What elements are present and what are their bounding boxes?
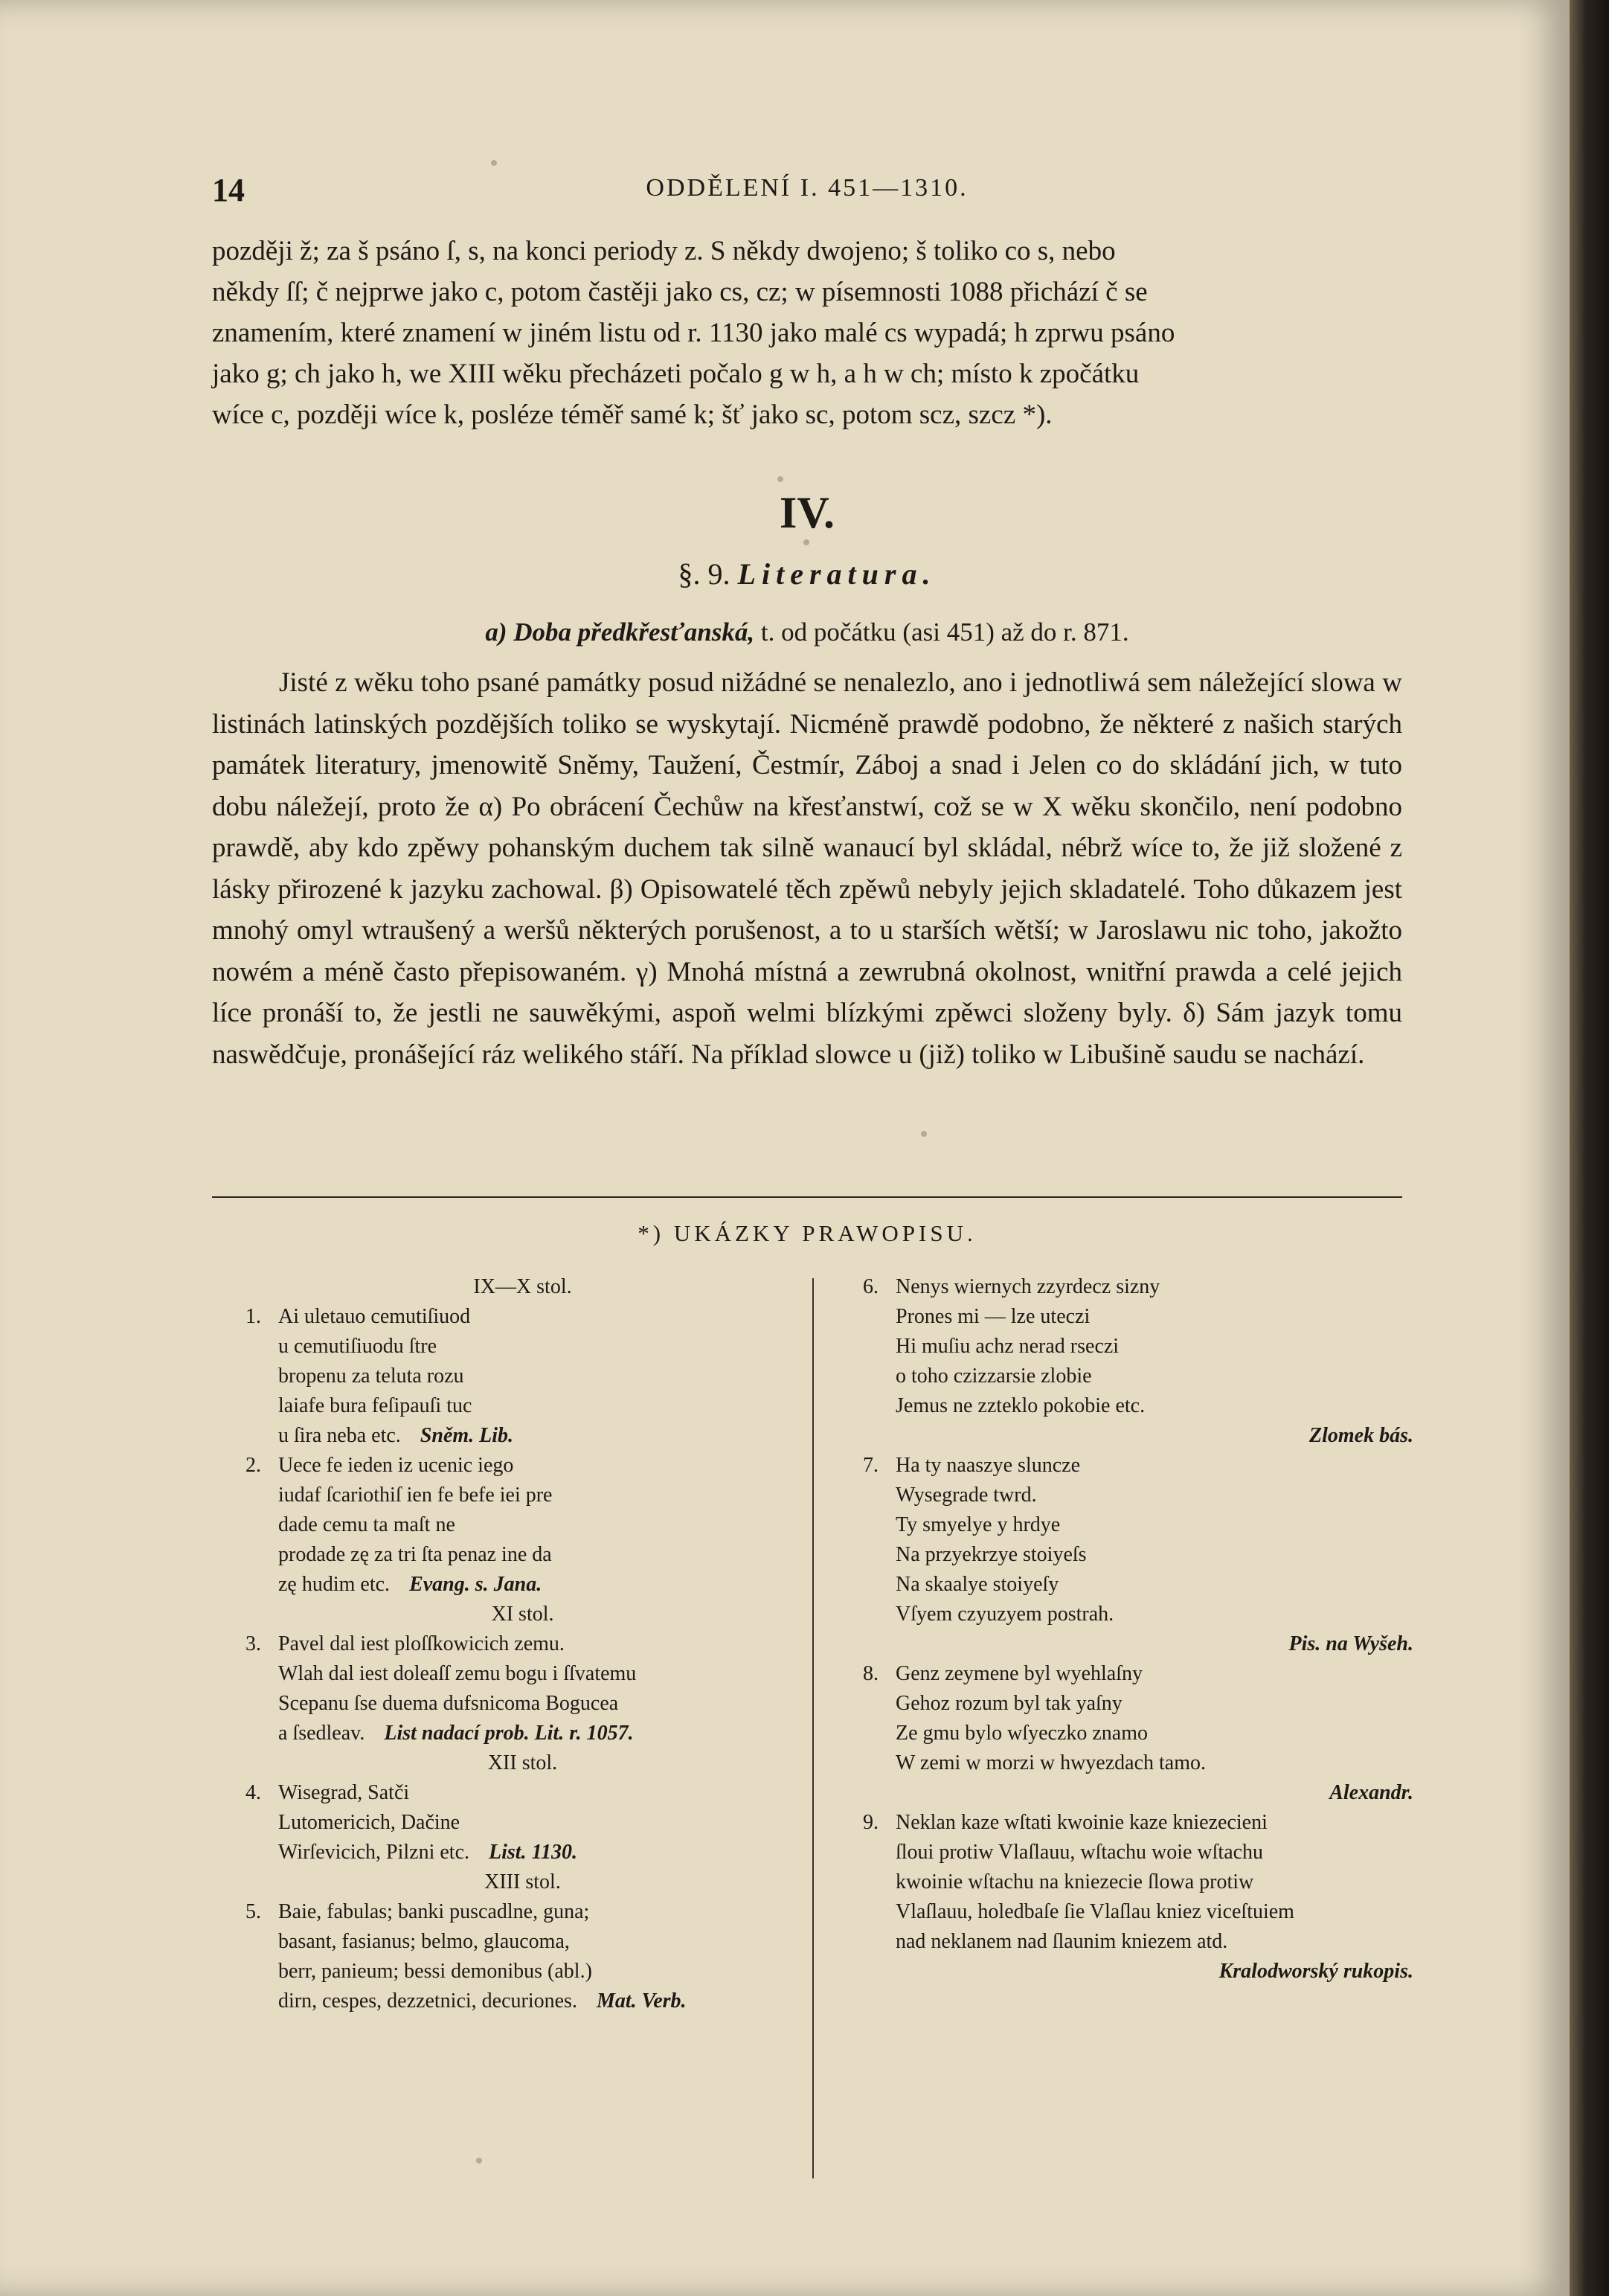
specimen-text: Ze gmu bylo wſyeczko znamo [896,1722,1149,1745]
specimen-line [278,1510,800,1540]
specimen-source: List. 1130. [489,1841,578,1864]
specimen-line [896,1302,1413,1332]
paper-speck [803,539,809,545]
specimen-line [896,1897,1413,1927]
specimen-line [896,1451,1413,1481]
specimen-text: Wisegrad, Satči [278,1781,410,1804]
intro-text [212,231,1402,435]
specimen-source: Sněm. Lib. [420,1424,514,1447]
specimen-text: Ai uletauo cemutiſiuod [278,1305,471,1328]
specimen-line [896,1510,1413,1540]
footnote-title: *) UKÁZKY PRAWOPISU. [638,1220,977,1246]
specimen-text: u cemutiſiuodu ſtre [278,1335,437,1358]
specimen-line [278,1540,800,1570]
specimen-text: Lutomericich, Dačine [278,1811,460,1834]
specimen-line [278,1719,800,1748]
specimen-text: Vſyem czyuzyem postrah. [896,1603,1114,1626]
footnote-rule [212,1196,1402,1198]
specimen-number: 1. [245,1305,261,1328]
specimen-text: Jemus ne zzteklo pokobie etc. [896,1394,1146,1417]
specimen-line [896,1540,1413,1570]
specimen-source: Alexandr. [1329,1781,1413,1804]
specimen-number: 2. [245,1454,261,1477]
paragraph-mark: §. 9. [678,557,730,591]
specimen-number: 9. [863,1811,879,1834]
specimen-line [278,1570,800,1600]
specimen-line [278,1451,800,1481]
specimen-text: Vlaſlauu, holedbaſe ſie Vlaſlau kniez viceſtuiem [896,1900,1294,1923]
specimen-number: 6. [863,1275,879,1298]
intro-line: někdy ſſ; č nejprwe jako c, potom častěji jako cs, cz; w písemnosti 1088 přichází č se [212,277,1148,307]
century-heading: XI stol. [491,1603,554,1626]
specimen-text: Baie, fabulas; banki puscadlne, guna; [278,1900,590,1923]
specimen-source: List nadací prob. Lit. r. 1057. [384,1722,634,1745]
section-heading: IV. [780,488,835,537]
specimen-number: 7. [863,1454,879,1477]
specimen-text: Pavel dal iest ploſſkowicich zemu. [278,1632,565,1655]
specimen-text: Na przyekrzye stoiyeſs [896,1543,1087,1566]
specimen-text: prodade zę za tri ſta penaz ine da [278,1543,552,1566]
footnote-right-column [863,1272,1413,1986]
period-range: t. od počátku (asi 451) až do r. 871. [760,618,1129,647]
specimen-line [278,1689,800,1719]
specimen-text: dade cemu ta maſt ne [278,1513,455,1536]
section-title [212,557,1402,591]
specimen-text: Neklan kaze wſtati kwoinie kaze kniezecieni [896,1811,1268,1834]
specimen-text: iudaf ſcariothiſ ien fe befe iei pre [278,1484,553,1507]
specimen-line [896,1332,1413,1362]
century-heading: XIII stol. [484,1870,561,1893]
specimen-number: 4. [245,1781,261,1804]
specimen-line [278,1362,800,1391]
running-head: ODDĚLENÍ I. 451—1310. [646,174,969,202]
specimen-text: dirn, cespes, dezzetnici, decuriones. [278,1989,577,2013]
specimen-text: Wysegrade twrd. [896,1484,1037,1507]
specimen-line [278,1332,800,1362]
specimen-text: kwoinie wſtachu na kniezecie ſlowa protiw [896,1870,1254,1893]
specimen-text: Wirſevicich, Pilzni etc. [278,1841,470,1864]
paper-speck [921,1131,927,1137]
intro-line: jako g; ch jako h, we XIII wěku přecházeti počalo g w h, a h w ch; místo k zpočátku [212,359,1140,389]
specimen-line [896,1659,1413,1689]
period-line [212,618,1402,647]
specimen-entry [863,1451,1413,1659]
specimen-entry [245,1629,800,1748]
specimen-entry [245,1778,800,1867]
specimen-text: Scepanu ſse duema dufsnicoma Bogucea [278,1692,619,1715]
intro-line: wíce c, později wíce k, posléze téměř samé k; šť jako sc, potom scz, szcz *). [212,400,1053,430]
specimen-line [278,1778,800,1808]
intro-line: později ž; za š psáno ſ, s, na konci periody z. S někdy dwojeno; š toliko co s, nebo [212,236,1116,266]
century-heading: XII stol. [487,1751,558,1774]
specimen-line [278,1421,800,1451]
specimen-text: o toho czizzarsie zlobie [896,1365,1092,1388]
paper-speck [777,476,783,482]
specimen-text: Na skaalye stoiyeſy [896,1573,1059,1596]
footnote-left-column [245,1272,800,2016]
specimen-line [896,1927,1413,1957]
specimen-number: 5. [245,1900,261,1923]
specimen-line [896,1808,1413,1838]
specimen-text: basant, fasianus; belmo, glaucoma, [278,1930,570,1953]
specimen-text: Prones mi — lze uteczi [896,1305,1091,1328]
specimen-line [896,1600,1413,1629]
specimen-text: W zemi w morzi w hwyezdach tamo. [896,1751,1207,1774]
main-paragraph: Jisté z wěku toho psané památky posud nižádné se nenalezlo, ano i jednotliwá sem náležející slowa w listinách latinských pozdějších toliko se wyskytají. Nicméně prawdě podobno, že některé z našich starých památek literatury, jmenowitě Sněmy, Taužení, Čestmír, Záboj a snad i Jelen co do skládání jich, w tuto dobu náležejí, proto že α) Po obrácení Čechůw na křesťanstwí, což se w X wěku skončilo, není podobno prawdě, aby kdo zpěwy pohanským duchem tak silně wanaucí byl skládal, nébrž wíce to, že již složené z lásky přirozené k jazyku zachowal. β) Opisowatelé těch zpěwů nebyly jejich skladatelé. Toho důkazem jest mnohý omyl wtraušený a weršů některých porušenost, a to u starších wětší; w Jaroslawu nic toho, jakožto nowém a méně často přepisowaném. γ) Mnohá místná a zewrubná okolnost, wnitřní prawda a celé jejich líce pronáší to, že jestli ne sauwěkými, aspoň welmi blízkými zpěwci složeny byly. δ) Sám jazyk tomu naswědčuje, pronášející ráz welikého stáří. Na příklad slowce u (již) toliko w Libušině saudu se nachází. [212,667,1402,1070]
specimen-line [896,1481,1413,1510]
specimen-line [278,1957,800,1986]
specimen-text: Hi muſiu achz nerad rseczi [896,1335,1120,1358]
specimen-entry [245,1451,800,1600]
specimen-line [278,1838,800,1867]
period-label: a) Doba předkřesťanská, [485,618,755,647]
section-title-text: Literatura. [737,557,937,591]
specimen-text: Gehoz rozum byl tak yaſny [896,1692,1123,1715]
specimen-text: Wlah dal iest doleaſſ zemu bogu i ſſvatemu [278,1662,637,1685]
specimen-text: u ſira neba etc. [278,1424,401,1447]
main-text [212,662,1402,1075]
specimen-line [278,1629,800,1659]
specimen-text: Ha ty naaszye sluncze [896,1454,1080,1477]
specimen-entry [863,1272,1413,1451]
specimen-line [896,1272,1413,1302]
specimen-entry [245,1302,800,1451]
specimen-source: Zlomek bás. [1309,1424,1413,1447]
specimen-text: Genz zeymene byl wyehlaſny [896,1662,1143,1685]
specimen-line [896,1689,1413,1719]
paper-speck [491,160,497,166]
specimen-number: 3. [245,1632,261,1655]
specimen-line [896,1362,1413,1391]
specimen-text: a ſsedleav. [278,1722,365,1745]
specimen-line [278,1302,800,1332]
specimen-text: ſloui protiw Vlaſlauu, wſtachu woie wſtachu [896,1841,1264,1864]
intro-line: znamením, které znamení w jiném listu od r. 1130 jako malé cs wypadá; h zprwu psáno [212,318,1175,348]
specimen-source: Pis. na Wyšeh. [1288,1632,1413,1655]
specimen-source: Kralodworský rukopis. [1218,1960,1413,1983]
page-header [212,171,1402,208]
specimen-source: Evang. s. Jana. [409,1573,542,1596]
specimen-line [278,1391,800,1421]
specimen-line [896,1838,1413,1867]
specimen-entry [863,1659,1413,1808]
specimen-text: Ty smyelye y hrdye [896,1513,1061,1536]
specimen-text: nad neklanem nad ſlaunim kniezem atd. [896,1930,1228,1953]
specimen-entry [245,1897,800,2016]
specimen-text: berr, panieum; bessi demonibus (abl.) [278,1960,592,1983]
page-number: 14 [212,172,245,208]
specimen-entry [863,1808,1413,1986]
specimen-line [896,1391,1413,1421]
specimen-source: Mat. Verb. [596,1989,687,2013]
specimen-text: laiafe bura feſipauſi tuc [278,1394,472,1417]
column-divider [812,1278,814,2178]
specimen-text: Nenys wiernych zzyrdecz sizny [896,1275,1160,1298]
century-heading: IX—X stol. [473,1275,572,1298]
specimen-text: Uece fe ieden iz ucenic iego [278,1454,514,1477]
specimen-line [896,1570,1413,1600]
paper-speck [476,2158,482,2164]
specimen-text: bropenu za teluta rozu [278,1365,464,1388]
specimen-number: 8. [863,1662,879,1685]
specimen-text: zę hudim etc. [278,1573,391,1596]
specimen-line [278,1986,800,2016]
specimen-line [896,1867,1413,1897]
specimen-line [278,1659,800,1689]
specimen-line [278,1897,800,1927]
specimen-line [896,1748,1413,1778]
specimen-line [896,1719,1413,1748]
specimen-line [278,1481,800,1510]
specimen-line [278,1927,800,1957]
specimen-line [278,1808,800,1838]
book-spine [1570,0,1609,2296]
